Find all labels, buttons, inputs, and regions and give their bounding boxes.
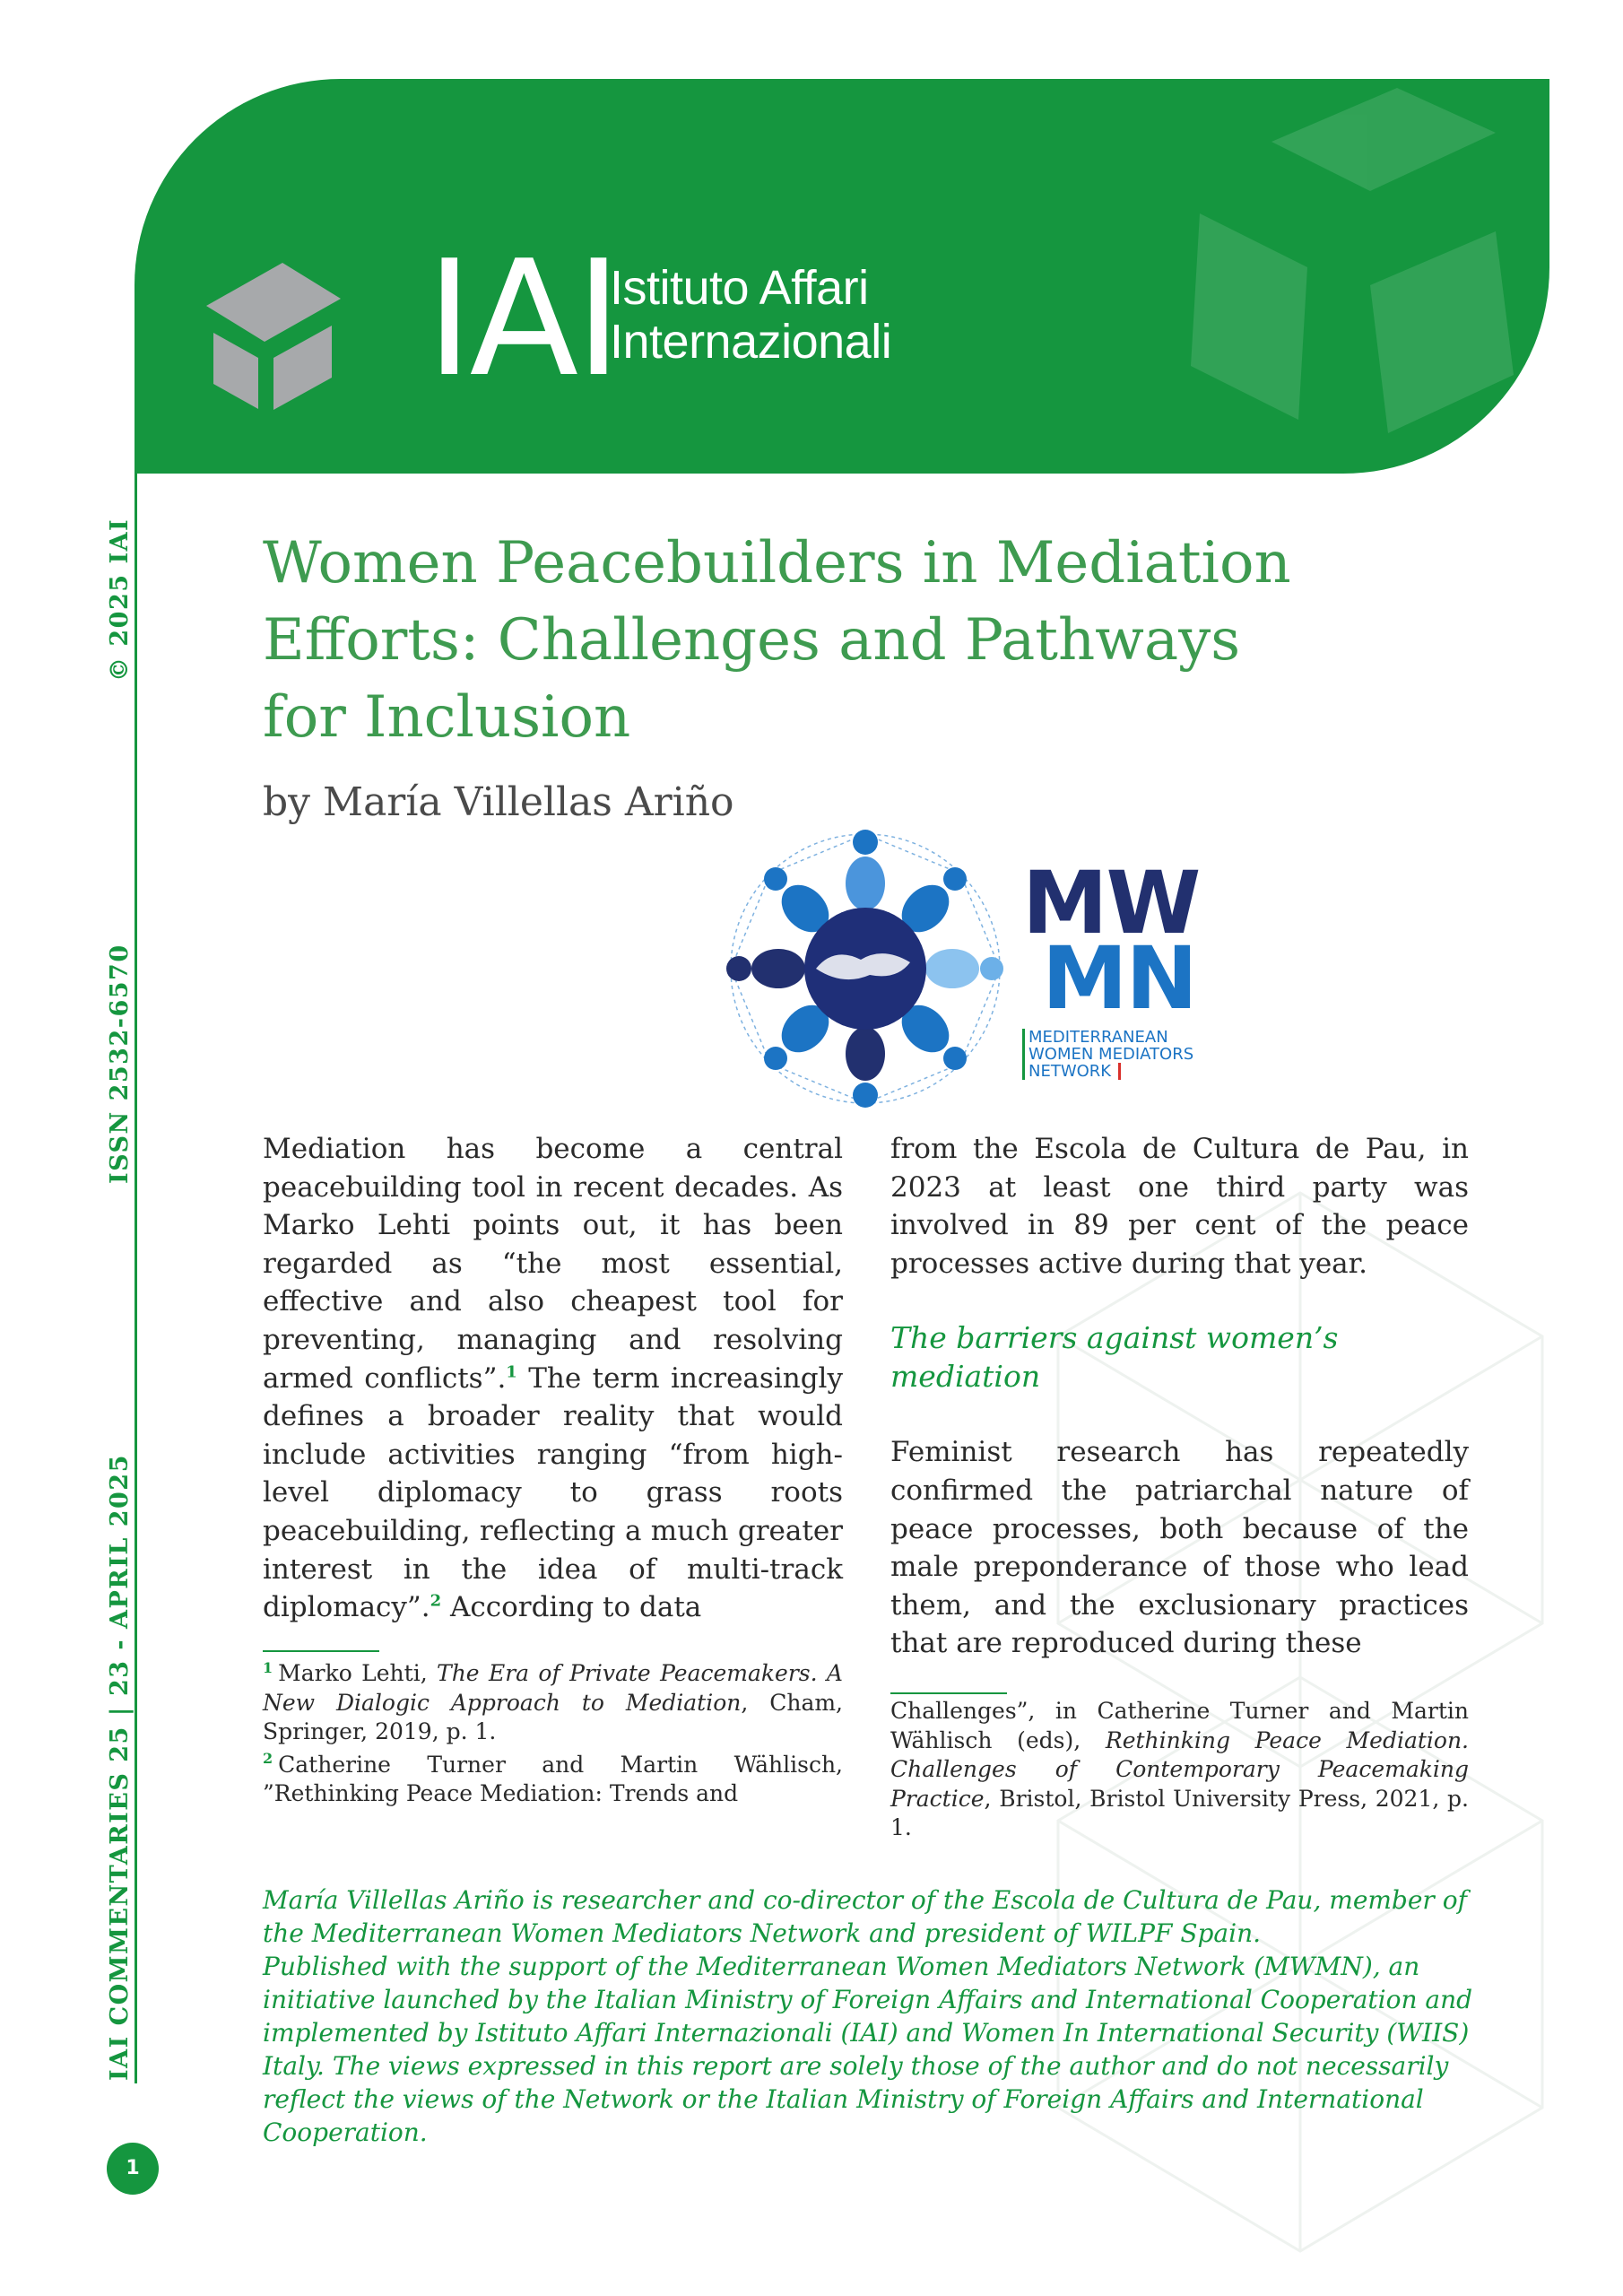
- page-number: 1: [107, 2143, 159, 2195]
- side-rule: [135, 474, 137, 2083]
- page-title: Women Peacebuilders in Mediation Efforts: Challenges and Pathways for Inclusion: [263, 530, 1291, 751]
- mwmn-emblem: [717, 821, 1013, 1117]
- paragraph: Feminist research has repeatedly confirmed the patriarchal nature of peace processes, both because of the male preponderance of those who lead them, and the exclusionary practices that are reproduced during these: [890, 1436, 1469, 1660]
- header-banner: [135, 79, 1549, 474]
- body-column-2: [890, 1130, 1469, 1663]
- footnote-rule: [263, 1650, 379, 1652]
- footnote: $^1$ Marko Lehti, The Era of Private Peacemakers. A New Dialogic Approach to Mediation, Cham, Springer, 2019, p. 1.: [263, 1658, 843, 1745]
- mwmn-logo: MW MN MEDITERRANEAN WOMEN MEDIATORS NETWORK: [1022, 853, 1200, 1081]
- author-byline: by María Villellas Ariño: [263, 779, 734, 825]
- body-column-1: [263, 1130, 843, 1627]
- footnote: Challenges”, in Catherine Turner and Martin Wählisch (eds), Rethinking Peace Mediation. Challenges of Contemporary Peacemaking Practice, Bristol, Bristol University Press, 2021, p. 1.: [890, 1698, 1469, 1841]
- author-note: [263, 1883, 1482, 2149]
- header-decoration: [1011, 79, 1549, 474]
- section-heading: The barriers against women’s mediation: [890, 1320, 1339, 1395]
- author-bio: María Villellas Ariño is researcher and co-director of the Escola de Cultura de Pau, member of the Mediterranean Women Mediators Network and president of WILPF Spain.: [263, 1885, 1467, 1948]
- copyright-label: © 2025 IAI: [106, 517, 134, 682]
- publication-note: Published with the support of the Mediterranean Women Mediators Network (MWMN), an initiative launched by the Italian Ministry of Foreign Affairs and International Cooperation and implemented by Istituto Affari Internazionali (IAI) and Women In International Security (WIIS) Italy. The views expressed in this report are solely those of the author and do not necessarily reflect the views of the Network or the Italian Ministry of Foreign Affairs and International Cooperation.: [263, 1952, 1473, 2147]
- institute-name: Istituto Affari Internazionali: [610, 261, 892, 369]
- footnote: $^2$ Catherine Turner and Martin Wählisch, ”Rethinking Peace Mediation: Trends and: [263, 1750, 843, 1807]
- logo-wordmark: IAI: [426, 226, 619, 412]
- footnote-ref[interactable]: 2: [430, 1591, 442, 1611]
- cube-icon: [197, 243, 350, 422]
- series-label: IAI COMMENTARIES 25 | 23 - APRIL 2025: [106, 1454, 134, 2081]
- footnote-rule: [890, 1692, 1007, 1694]
- issn-label: ISSN 2532-6570: [106, 944, 134, 1184]
- footnotes-column-2: [890, 1697, 1469, 1847]
- paragraph: from the Escola de Cultura de Pau, in 2023 at least one third party was involved in 89 per cent of the peace processes active during that year.: [890, 1133, 1469, 1280]
- paragraph: Mediation has become a central peacebuilding tool in recent decades. As Marko Lehti points out, it has been regarded as “the most essential, effective and also cheapest tool for preventing, managing and resolving armed conflicts”.$^1$ The term increasingly defines a broader reality that would include activities ranging “from high-level diplomacy to grass roots peacebuilding, reflecting a much greater interest in the idea of multi-track diplomacy”.$^2$ According to data: [263, 1133, 843, 1624]
- footnotes-column-1: [263, 1659, 843, 1813]
- footnote-ref[interactable]: 1: [506, 1362, 517, 1382]
